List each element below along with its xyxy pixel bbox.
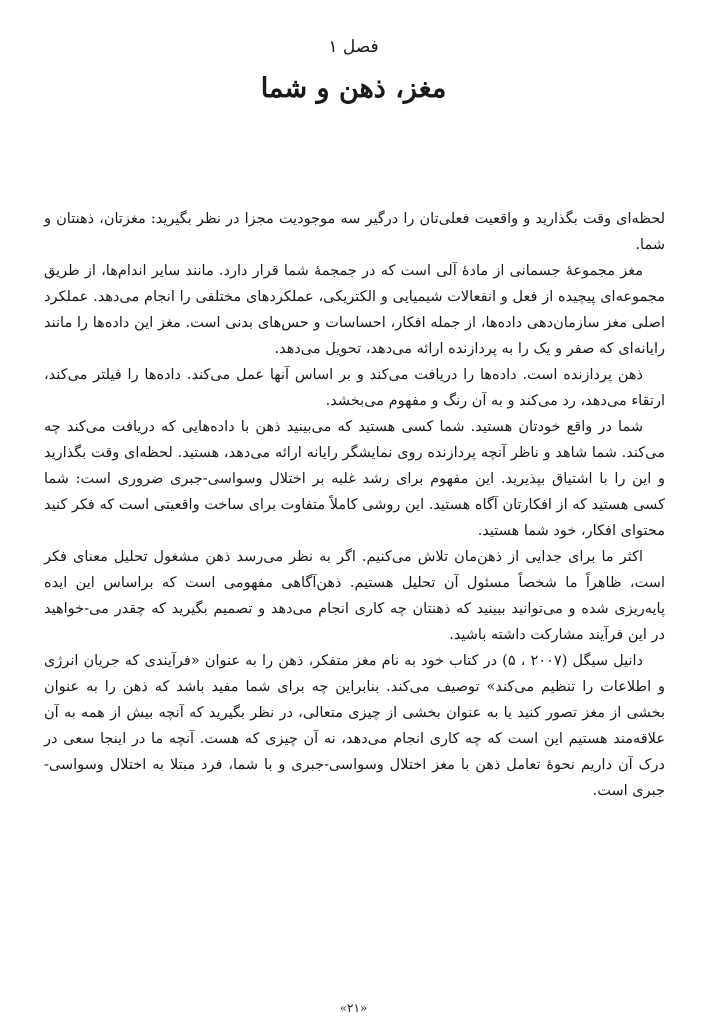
chapter-title: مغز، ذهن و شما bbox=[260, 73, 447, 104]
chapter-label: فصل ۱ bbox=[328, 37, 379, 57]
body-text bbox=[44, 206, 665, 804]
paragraph: مغز مجموعهٔ جسمانی از مادهٔ آلی است که در جمجمهٔ شما قرار دارد. مانند سایر اندام‌ها، از طریق مجموعه‌ای پیچیده از فعل و انفعالات شیمیایی و الکتریکی، عملکردهای مختلفی را انجام می‌دهد. عملکرد اصلی مغز سازمان‌دهی داده‌ها، از جمله افکار، احساسات و حس‌های بدنی است. مغز این داده‌ها را مانند رایانه‌ای که صفر و یک را به پردازنده ارائه می‌دهد، تحویل می‌دهد. bbox=[44, 263, 665, 357]
page-number: «۲۱» bbox=[339, 1001, 368, 1015]
paragraph: لحظه‌ای وقت بگذارید و واقعیت فعلی‌تان را درگیر سه موجودیت مجزا در نظر بگیرید: مغزتان، ذهنتان و شما. bbox=[44, 211, 665, 253]
paragraph: دانیل سیگل (۲۰۰۷ ، ۵) در کتاب خود به نام مغز متفکر، ذهن را به عنوان «فرآیندی که جریان انرژی و اطلاعات را تنظیم می‌کند» توصیف می‌کند. بنابراین چه برای شما مفید باشد که ذهن را به عنوان بخشی از مغز تصور کنید یا به عنوان بخشی از چیزی متعالی، در نظر بگیرید که آنچه بیش از همه به آن علاقه‌مند هستیم این است که چه کاری انجام می‌دهد، نه آن چیزی که هست. آنچه ما در اینجا سعی در درک آن داریم نحوهٔ تعامل ذهن با مغز اختلال وسواسی-جبری و با شما، فرد مبتلا به اختلال وسواسی-جبری است. bbox=[44, 653, 665, 799]
paragraph: ذهن پردازنده است. داده‌ها را دریافت می‌کند و بر اساس آنها عمل می‌کند. داده‌ها را فیلتر می‌کند، ارتقاء می‌دهد، رد می‌کند و به آن رنگ و مفهوم می‌بخشد. bbox=[44, 367, 665, 409]
paragraph: اکثر ما برای جدایی از ذهن‌مان تلاش می‌کنیم. اگر به نظر می‌رسد ذهن مشغول تحلیل معنای فکر است، ظاهراً ما شخصاً مسئول آن تحلیل هستیم. ذهن‌آگاهی مفهومی است که براساس این ایده پایه‌ریزی شده و می‌توانید ببینید که ذهنتان چه کاری انجام می‌دهد و تصمیم بگیرید که چقدر می-خواهید در این فرآیند مشارکت داشته باشید. bbox=[44, 549, 665, 643]
paragraph: شما در واقع خودتان هستید. شما کسی هستید که می‌بینید ذهن با داده‌هایی که دریافت می‌کند چه می‌کند. شما شاهد و ناظر آنچه پردازنده روی نمایشگر رایانه ارائه می‌دهد، هستید. لحظه‌ای وقت بگذارید و این را با اشتیاق بپذیرید. این مفهوم برای رشد غلبه بر اختلال وسواسی-جبری ضروری است: شما کسی هستید که از افکارتان آگاه هستید. این روشی کاملاً متفاوت برای ساخت واقعیتی است که فکر کنید محتوای افکار، خود شما هستید. bbox=[44, 419, 665, 539]
